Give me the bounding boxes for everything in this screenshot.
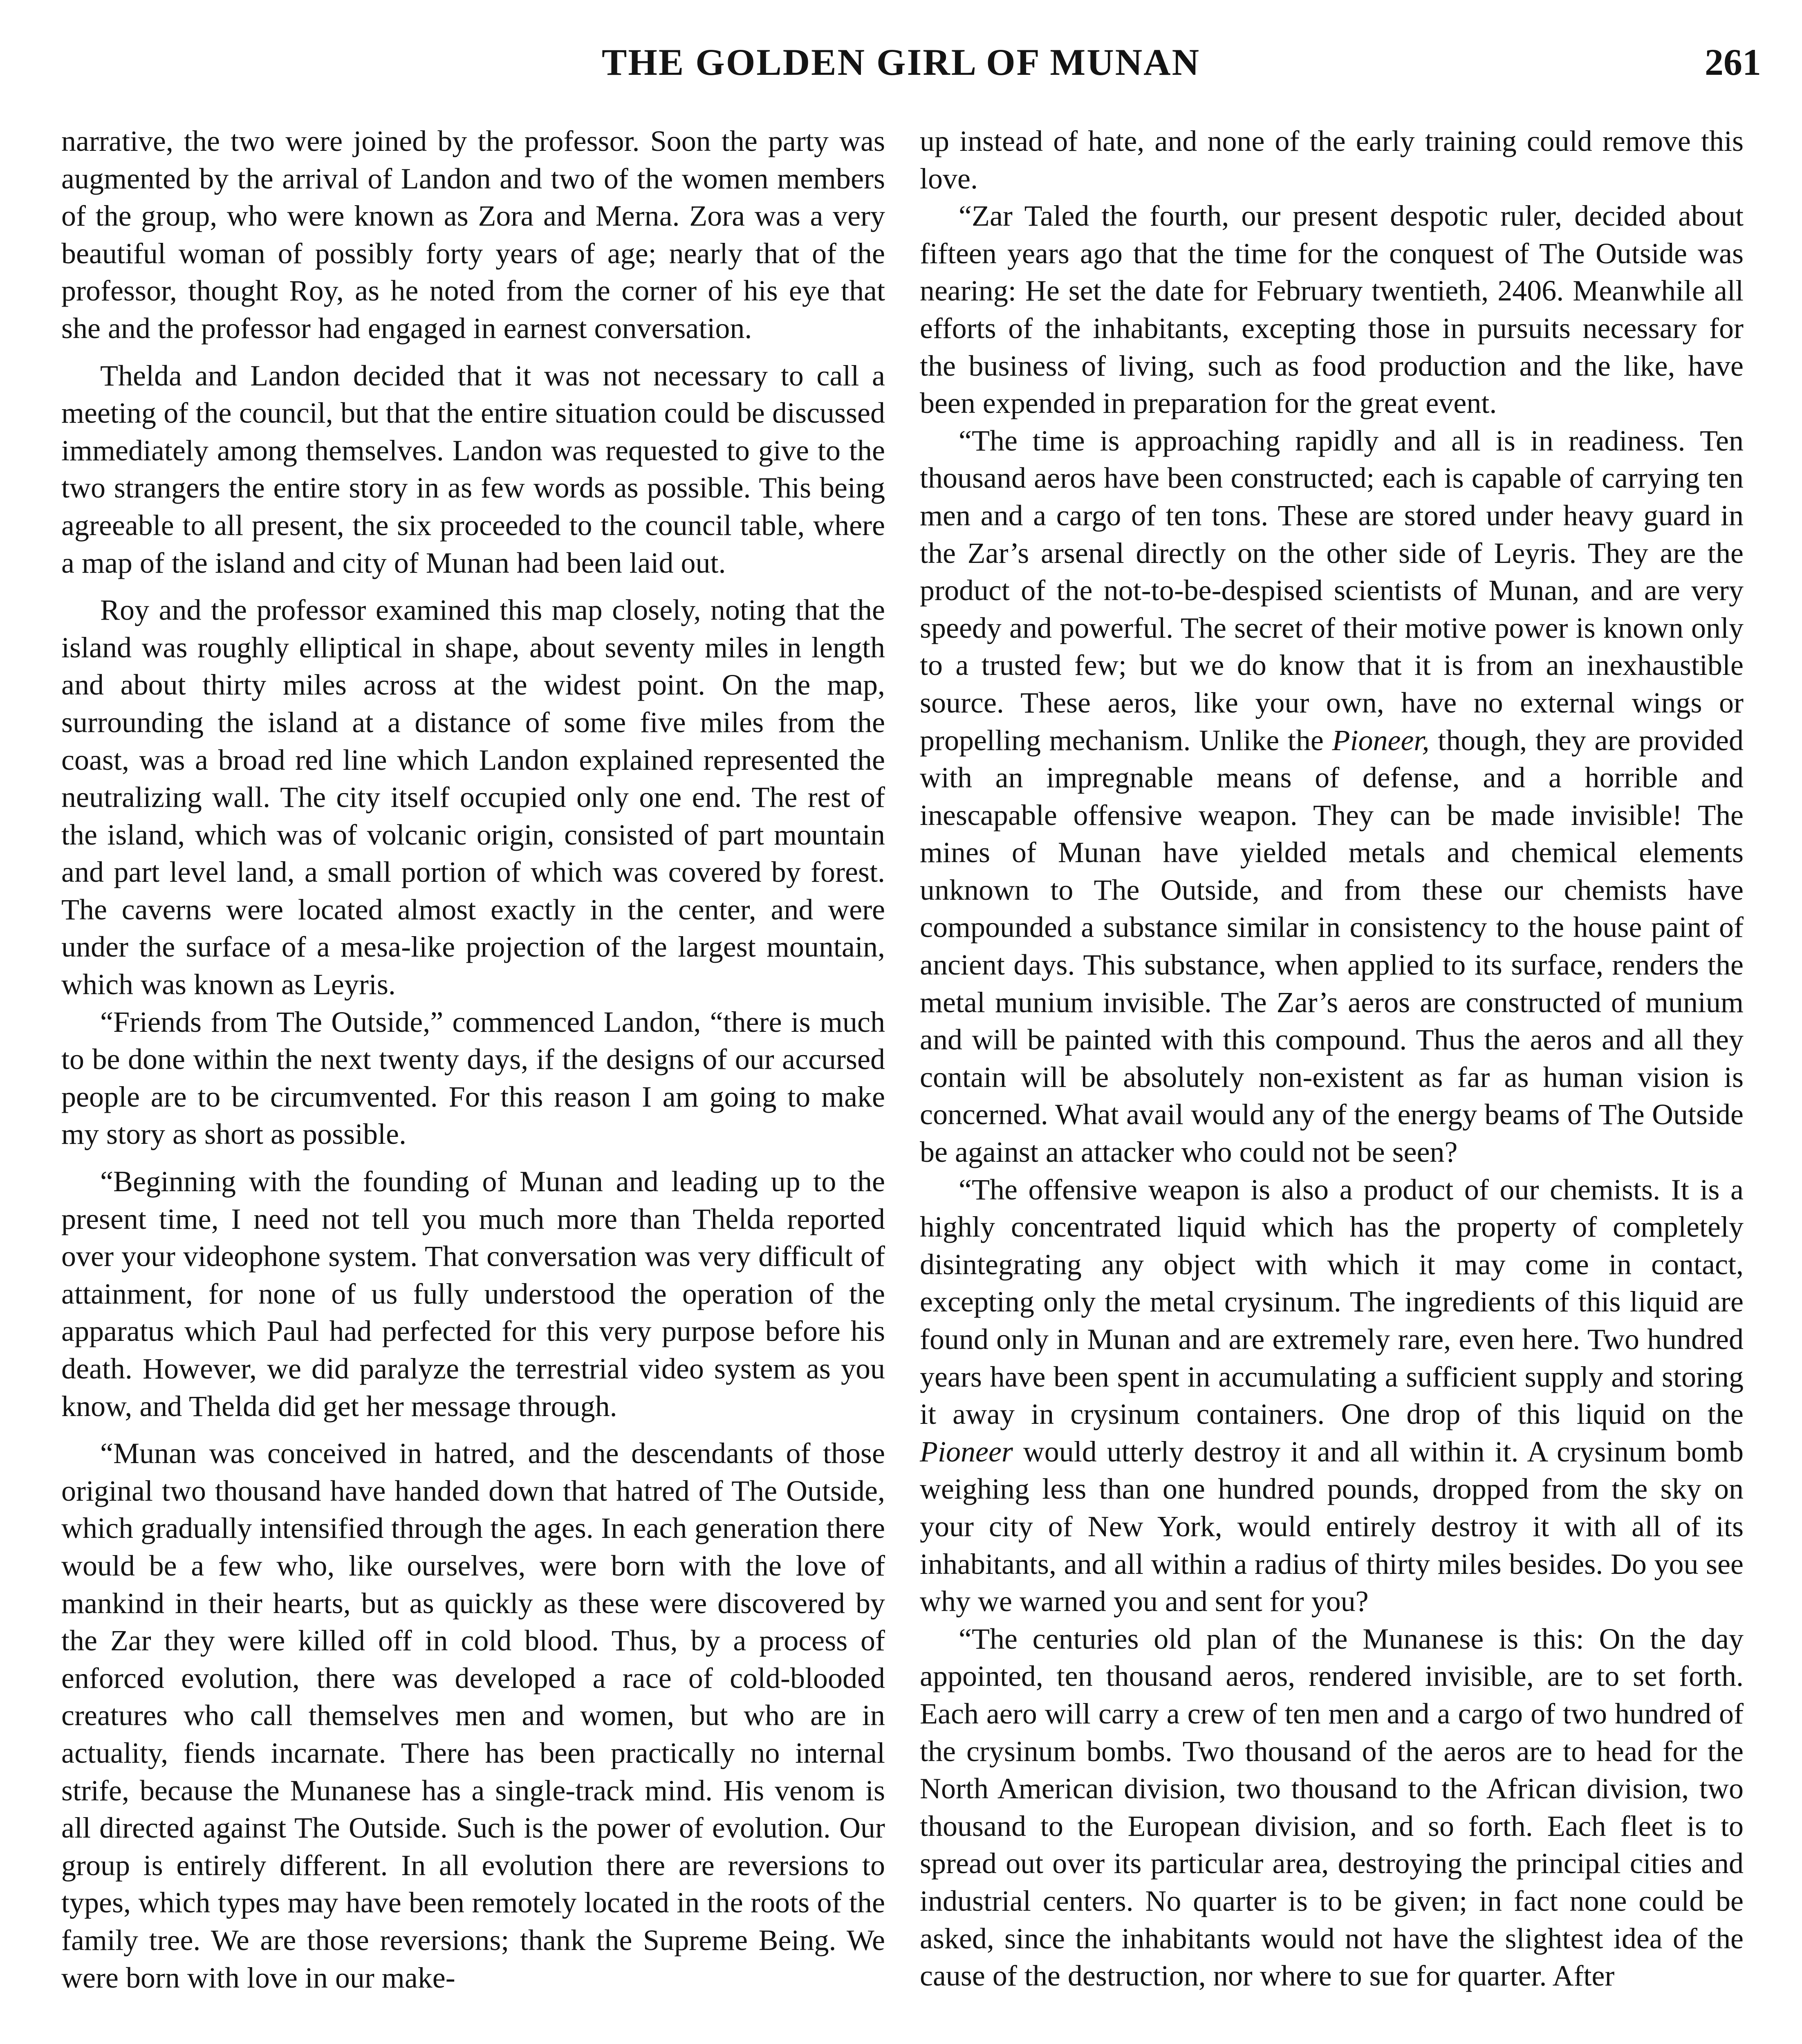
left-column bbox=[61, 123, 885, 1997]
paragraph: “The centuries old plan of the Munanese is this: On the day appointed, ten thousand aeros, rendered invisible, are to set forth. Each aero will carry a crew of ten men and a cargo of two hundred of the crysinum bombs. Two thousand of the aeros are to head for the North American division, two thousand to the African division, two thousand to the European division, and so forth. Each fleet is to spread out over its particular area, destroying the principal cities and industrial centers. No quarter is to be given; in fact none could be asked, since the inhabitants would not have the slightest idea of the cause of the destruction, nor where to sue for quarter. After bbox=[920, 1622, 1744, 1992]
paragraph: “Zar Taled the fourth, our present despotic ruler, decided about fifteen years ago that the time for the conquest of The Outside was nearing: He set the date for February twentieth, 2406. Meanwhile all efforts of the inhabitants, excepting those in pursuits necessary for the business of living, such as food production and the like, have been expended in preparation for the great event. bbox=[920, 199, 1744, 420]
right-column bbox=[920, 123, 1744, 1995]
paragraph-text: though, they are provided with an impregnable means of defense, and a horrible and inescapable offensive weapon. They can be made invisible! The mines of Munan have yielded metals and chemical elements unknown to The Outside, and from these our chemists have compounded a substance similar in consistency to the house paint of ancient days. This substance, when applied to its surface, renders the metal munium invisible. The Zar’s aeros are constructed of munium and will be painted with this compound. Thus the aeros and all they contain will be absolutely non-existent as far as human vision is concerned. What avail would any of the energy beams of The Outside be against an attacker who could not be seen? bbox=[920, 724, 1744, 1169]
paragraph: up instead of hate, and none of the early training could remove this love. bbox=[920, 125, 1744, 195]
ship-name-italic: Pioneer bbox=[920, 1435, 1013, 1468]
paragraph bbox=[920, 422, 1744, 1171]
paragraph: narrative, the two were joined by the professor. Soon the party was augmented by the arrival of Landon and two of the women members of the group, who were known as Zora and Merna. Zora was a very beautiful woman of possibly forty years of age; nearly that of the professor, thought Roy, as he noted from the corner of his eye that she and the professor had engaged in earnest conversation. bbox=[61, 125, 885, 345]
paragraph-text: “The time is approaching rapidly and all is in readiness. Ten thousand aeros have been constructed; each is capable of carrying ten men and a cargo of ten tons. These are stored under heavy guard in the Zar’s arsenal directly on the other side of Leyris. They are the product of the not-to-be-despised scientists of Munan, and are very speedy and powerful. The secret of their motive power is known only to a trusted few; but we do know that it is from an inexhaustible source. These aeros, like your own, have no external wings or propelling mechanism. Unlike the bbox=[920, 424, 1744, 757]
page-number: 261 bbox=[1705, 41, 1761, 83]
paragraph-text: “The offensive weapon is also a product of our chemists. It is a highly concentrated liquid which has the property of completely disintegrating any object with which it may come in contact, excepting only the metal crysinum. The ingredients of this liquid are found only in Munan and are extremely rare, even here. Two hundred years have been spent in accumulating a sufficient supply and storing it away in crysinum containers. One drop of this liquid on the bbox=[920, 1173, 1744, 1431]
ship-name-italic: Pioneer, bbox=[1332, 724, 1430, 757]
paragraph: Roy and the professor examined this map closely, noting that the island was roughly elliptical in shape, about seventy miles in length and about thirty miles across at the widest point. On the map, surrounding the island at a distance of some five miles from the coast, was a broad red line which Landon explained represented the neutralizing wall. The city itself occupied only one end. The rest of the island, which was of volcanic origin, consisted of part mountain and part level land, a small portion of which was covered by forest. The caverns were located almost exactly in the center, and were under the surface of a mesa-like projection of the largest mountain, which was known as Leyris. bbox=[61, 594, 885, 1001]
paragraph: “Beginning with the founding of Munan and leading up to the present time, I need not tell you much more than Thelda reported over your videophone system. That conversation was very difficult of attainment, for none of us fully understood the operation of the apparatus which Paul had perfected for this very purpose before his death. However, we did paralyze the terrestrial video system as you know, and Thelda did get her message through. bbox=[61, 1165, 885, 1423]
page-header bbox=[0, 38, 1802, 87]
running-title: THE GOLDEN GIRL OF MUNAN bbox=[601, 41, 1201, 83]
paragraph: Thelda and Landon decided that it was not necessary to call a meeting of the council, but that the entire situation could be discussed immediately among themselves. Landon was requested to give to the two strangers the entire story in as few words as possible. This being agreeable to all present, the six proceeded to the council table, where a map of the island and city of Munan had been laid out. bbox=[61, 359, 885, 579]
paragraph-text: would utterly destroy it and all within it. A crysinum bomb weighing less than one hundred pounds, dropped from the sky on your city of New York, would entirely destroy it with all of its inhabitants, and all within a radius of thirty miles besides. Do you see why we warned you and sent for you? bbox=[920, 1435, 1744, 1618]
paragraph: “Friends from The Outside,” commenced Landon, “there is much to be done within the next twenty days, if the designs of our accursed people are to be circumvented. For this reason I am going to make my story as short as possible. bbox=[61, 1005, 885, 1151]
paragraph: “Munan was conceived in hatred, and the descendants of those original two thousand have handed down that hatred of The Outside, which gradually intensified through the ages. In each generation there would be a few who, like ourselves, were born with the love of mankind in their hearts, but as quickly as these were discovered by the Zar they were killed off in cold blood. Thus, by a process of enforced evolution, there was developed a race of cold-blooded creatures who call themselves men and women, but who are in actuality, fiends incarnate. There has been practically no internal strife, because the Munanese has a single-track mind. His venom is all directed against The Outside. Such is the power of evolution. Our group is entirely different. In all evolution there are reversions to types, which types may have been remotely located in the roots of the family tree. We are those reversions; thank the Supreme Being. We were born with love in our make- bbox=[61, 1437, 885, 1994]
paragraph bbox=[920, 1171, 1744, 1620]
